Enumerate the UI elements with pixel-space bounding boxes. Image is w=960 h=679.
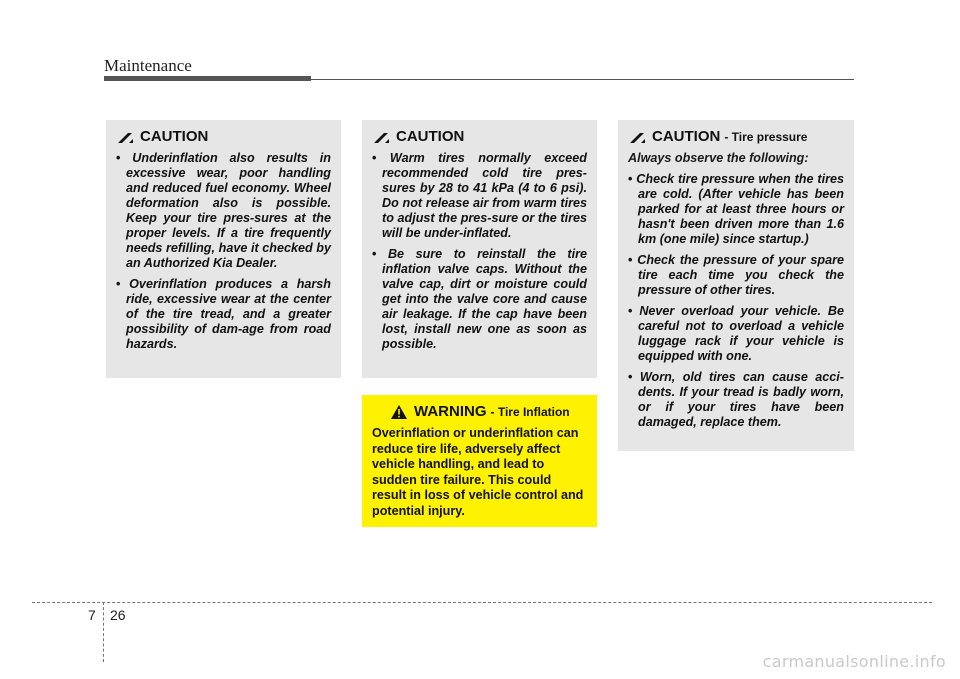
caution-item: • Worn, old tires can cause acci-dents. If your tread is badly worn, or if your tires have been damaged, replace them. — [628, 370, 844, 430]
caution-item: • Never overload your vehicle. Be careful not to overload a vehicle luggage rack if your vehicle is equipped with one. — [628, 304, 844, 364]
header-rule-accent — [104, 76, 311, 81]
page-number: 26 — [110, 607, 126, 623]
pencil-icon — [372, 131, 392, 143]
caution-item: • Check the pressure of your spare tire each time you check the pressure of other tires. — [628, 253, 844, 298]
warning-text: Overinflation or underinflation can reduce tire life, adversely affect vehicle handling, and lead to sudden tire failure. This could result in loss of vehicle control and potential injury. — [372, 426, 584, 518]
caution-title: CAUTION — [396, 128, 465, 145]
warning-title: WARNING — [414, 403, 487, 420]
caution-item: • Overinflation produces a harsh ride, excessive wear at the center of the tire tread, and a greater possibility of dam-age from road hazards. — [116, 277, 331, 352]
caution-item: • Underinflation also results in excessive wear, poor handling and reduced fuel economy. Wheel deformation also is possible. Keep your tire pres-sures at the proper levels. If a tire frequently needs refilling, have it checked by an Authorized Kia Dealer. — [116, 151, 331, 271]
watermark: carmanualsonline.info — [762, 652, 946, 671]
caution-box-tire-pressure — [618, 120, 854, 451]
pencil-icon — [628, 131, 648, 143]
warning-header — [372, 403, 587, 420]
caution-subtitle: - Tire pressure — [724, 129, 808, 144]
caution-header — [372, 128, 587, 145]
caution-box-warm-tires — [362, 120, 597, 378]
caution-item: • Be sure to reinstall the tire inflation valve caps. Without the valve cap, dirt or moisture could get into the valve core and cause air leakage. If the cap have been lost, install new one as soon as possible. — [372, 247, 587, 352]
warning-box-tire-inflation — [362, 395, 597, 527]
page-header-title: Maintenance — [104, 56, 192, 75]
pencil-icon — [116, 131, 136, 143]
footer-rule — [32, 602, 932, 603]
caution-box-inflation-wear — [106, 120, 341, 378]
caution-item: • Warm tires normally exceed recommended cold tire pres-sures by 28 to 41 kPa (4 to 6 psi). Do not release air from warm tires to adjust the pres-sure or the tires will be under-inflated. — [372, 151, 587, 241]
chapter-number: 7 — [88, 607, 96, 623]
caution-title: CAUTION — [652, 128, 721, 145]
caution-list — [372, 151, 587, 352]
caution-title: CAUTION — [140, 128, 209, 145]
warning-subtitle: - Tire Inflation — [490, 404, 570, 419]
caution-intro: Always observe the following: — [628, 151, 809, 165]
caution-header — [628, 128, 844, 145]
caution-list — [116, 151, 331, 352]
caution-list — [628, 172, 844, 430]
warning-triangle-icon — [390, 404, 408, 420]
caution-item: • Check tire pressure when the tires are cold. (After vehicle has been parked for at least three hours or hasn't been driven more than 1.6 km (one mile) since startup.) — [628, 172, 844, 247]
footer-divider — [103, 602, 104, 662]
caution-header — [116, 128, 331, 145]
